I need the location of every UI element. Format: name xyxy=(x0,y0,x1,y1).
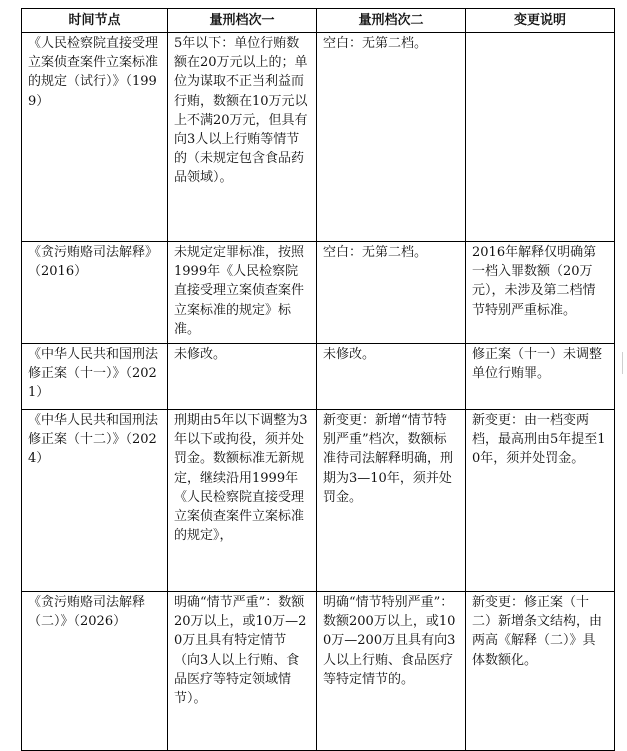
cell-note: 修正案（十一）未调整单位行贿罪。 xyxy=(466,344,615,410)
cell-tier-two: 未修改。 xyxy=(317,344,466,410)
cell-tier-one: 未规定定罪标准，按照1999年《人民检察院直接受理立案侦查案件立案标准的规定》标准。 xyxy=(168,242,317,344)
cell-time: 《中华人民共和国刑法修正案（十一）》（2021） xyxy=(22,344,168,410)
table-row xyxy=(22,592,615,751)
table-row xyxy=(22,242,615,344)
document-page xyxy=(21,8,615,751)
cell-time: 《贪污贿赂司法解释（二）》（2026） xyxy=(22,592,168,751)
cell-note xyxy=(466,33,615,242)
table-row xyxy=(22,410,615,592)
header-time-node: 时间节点 xyxy=(22,9,168,33)
cell-tier-two: 新变更：新增“情节特别严重”档次，数额标准待司法解释明确，刑期为3—10年，须并处罚金。 xyxy=(317,410,466,592)
cell-time: 《贪污贿赂司法解释》（2016） xyxy=(22,242,168,344)
header-change-note: 变更说明 xyxy=(466,9,615,33)
cell-tier-one: 明确“情节严重”：数额20万以上，或10万—20万且具有特定情节（向3人以上行贿、食品医疗等特定领域情节）。 xyxy=(168,592,317,751)
cell-tier-two: 空白：无第二档。 xyxy=(317,242,466,344)
table-row xyxy=(22,33,615,242)
cell-time: 《人民检察院直接受理立案侦查案件立案标准的规定（试行）》（1999） xyxy=(22,33,168,242)
table-header-row xyxy=(22,9,615,33)
cell-note: 2016年解释仅明确第一档入罪数额（20万元），未涉及第二档情节特别严重标准。 xyxy=(466,242,615,344)
cell-note: 新变更：修正案（十二）新增条文结构，由两高《解释（二）》具体数额化。 xyxy=(466,592,615,751)
cell-time: 《中华人民共和国刑法修正案（十二）》（2024） xyxy=(22,410,168,592)
cell-tier-one: 5年以下：单位行贿数额在20万元以上的；单位为谋取不正当利益而行贿，数额在10万元以上不满20万元，但具有向3人以上行贿等情节的（未规定包含食品药品领域）。 xyxy=(168,33,317,242)
header-tier-one: 量刑档次一 xyxy=(168,9,317,33)
cell-tier-two: 明确“情节特别严重”：数额200万以上，或100万—200万且具有向3人以上行贿、食品医疗等特定情节的。 xyxy=(317,592,466,751)
cell-tier-one: 未修改。 xyxy=(168,344,317,410)
sentencing-comparison-table xyxy=(21,8,615,751)
header-tier-two: 量刑档次二 xyxy=(317,9,466,33)
page-edge-mark xyxy=(622,352,623,374)
cell-tier-one: 刑期由5年以下调整为3年以下或拘役，须并处罚金。数额标准无新规定，继续沿用1999年《人民检察院直接受理立案侦查案件立案标准的规定》， xyxy=(168,410,317,592)
cell-note: 新变更：由一档变两档，最高刑由5年提至10年，须并处罚金。 xyxy=(466,410,615,592)
cell-tier-two: 空白：无第二档。 xyxy=(317,33,466,242)
table-row xyxy=(22,344,615,410)
